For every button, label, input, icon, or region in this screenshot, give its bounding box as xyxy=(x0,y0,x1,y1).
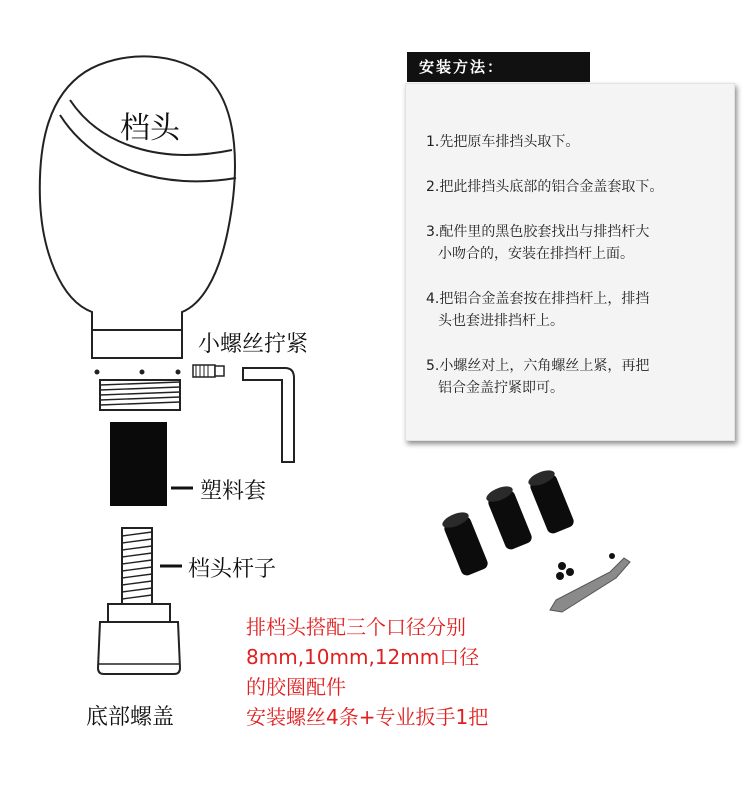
install-panel xyxy=(405,83,735,441)
step-text: 1.先把原车排挡头取下。 xyxy=(426,134,580,150)
install-heading: 安装方法： xyxy=(407,52,590,82)
cap-top xyxy=(108,604,170,622)
rubber-sleeve-3 xyxy=(526,467,575,535)
note-line-2: 8mm,10mm,12mm口径 xyxy=(246,645,480,669)
screw-hole-center xyxy=(140,370,145,375)
note-line-1: 排档头搭配三个口径分别 xyxy=(246,615,466,639)
cap-label: 底部螺盖 xyxy=(86,705,175,730)
accessory-note xyxy=(246,612,488,732)
step-text: 4.把铝合金盖套按在排挡杆上，排挡 xyxy=(426,291,650,307)
note-line-4: 安装螺丝4条+专业扳手1把 xyxy=(246,705,489,729)
step-text-cont: 铝合金盖拧紧即可。 xyxy=(438,380,564,396)
install-step-5 xyxy=(426,355,721,399)
photo-screw-4 xyxy=(609,553,615,559)
cap-body xyxy=(98,622,180,674)
hex-key-outline xyxy=(243,368,294,462)
screw-hole-right xyxy=(176,370,181,375)
knob-label: 档头 xyxy=(120,111,180,146)
note-line-3: 的胶圈配件 xyxy=(246,675,346,699)
rubber-sleeve-1 xyxy=(440,509,489,577)
step-text-cont: 小吻合的，安装在排挡杆上面。 xyxy=(438,246,634,262)
plastic-sleeve xyxy=(110,422,167,506)
shift-knob-outline xyxy=(40,56,235,330)
step-text: 3.配件里的黑色胶套找出与排挡杆大 xyxy=(426,224,650,240)
step-text: 2.把此排挡头底部的铝合金盖套取下。 xyxy=(426,179,664,195)
photo-screw-3 xyxy=(556,572,564,580)
knob-neck xyxy=(92,330,182,358)
step-text-cont: 头也套进排挡杆上。 xyxy=(438,313,564,329)
install-step-3 xyxy=(426,221,721,265)
screw-hole-left xyxy=(95,370,100,375)
rod-label: 档头杆子 xyxy=(188,557,277,582)
sleeve-label: 塑料套 xyxy=(200,479,267,504)
install-step-1 xyxy=(426,131,721,153)
rubber-sleeves-photo xyxy=(440,467,630,612)
photo-screw-2 xyxy=(566,568,574,576)
install-step-2 xyxy=(426,176,721,198)
photo-screw-1 xyxy=(558,562,566,570)
install-step-4 xyxy=(426,288,721,332)
screw-label: 小螺丝拧紧 xyxy=(198,332,309,357)
step-text: 5.小螺丝对上，六角螺丝上紧，再把 xyxy=(426,358,650,374)
small-screw xyxy=(193,365,224,377)
rubber-sleeve-2 xyxy=(484,483,533,551)
